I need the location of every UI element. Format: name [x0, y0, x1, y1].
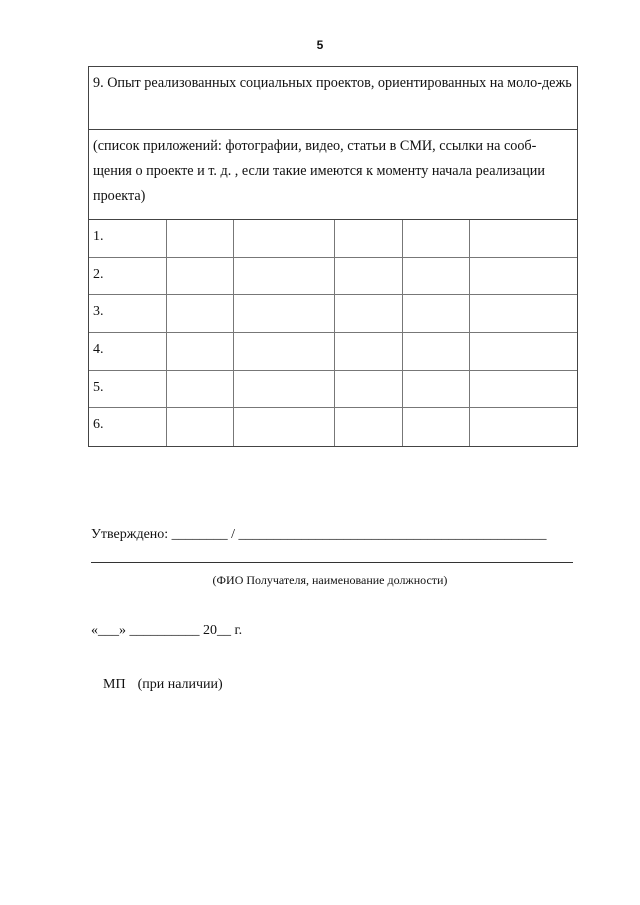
table-cell[interactable]	[470, 258, 577, 295]
stamp-line	[103, 677, 223, 693]
table-cell[interactable]	[403, 408, 470, 446]
table-cell[interactable]	[403, 295, 470, 332]
table-cell[interactable]	[470, 220, 577, 257]
table-cell[interactable]	[470, 371, 577, 408]
table-cell[interactable]	[234, 408, 335, 446]
table-cell[interactable]	[167, 295, 234, 332]
table-cell[interactable]	[234, 220, 335, 257]
table-cell[interactable]	[335, 295, 403, 332]
table-cell[interactable]	[335, 220, 403, 257]
table-cell[interactable]	[167, 371, 234, 408]
table-cell[interactable]	[234, 333, 335, 370]
table-cell[interactable]	[403, 258, 470, 295]
table-cell[interactable]	[234, 371, 335, 408]
table-cell[interactable]	[335, 258, 403, 295]
table-cell[interactable]	[167, 258, 234, 295]
table-cell[interactable]	[335, 333, 403, 370]
section-note: (список приложений: фотографии, видео, статьи в СМИ, ссылки на сооб-щения о проекте и т. д. , если такие имеются к моменту начала реализации проекта)	[89, 130, 577, 220]
approval-line: Утверждено: ________ / ____________________________________________	[91, 527, 547, 542]
projects-table	[88, 66, 578, 447]
row-number: 3.	[89, 295, 167, 332]
table-cell[interactable]	[470, 333, 577, 370]
table-cell[interactable]	[234, 258, 335, 295]
row-number: 5.	[89, 371, 167, 408]
page-number: 5	[316, 38, 324, 52]
table-row	[89, 258, 577, 296]
row-number: 6.	[89, 408, 167, 446]
approval-caption: (ФИО Получателя, наименование должности)	[212, 573, 448, 587]
table-cell[interactable]	[335, 408, 403, 446]
table-cell[interactable]	[403, 371, 470, 408]
table-cell[interactable]	[470, 408, 577, 446]
row-number: 1.	[89, 220, 167, 257]
date-line: «___» __________ 20__ г.	[91, 623, 243, 638]
signature-rule	[91, 562, 573, 563]
table-cell[interactable]	[335, 371, 403, 408]
table-row	[89, 295, 577, 333]
table-row	[89, 408, 577, 446]
table-row	[89, 371, 577, 409]
row-number: 2.	[89, 258, 167, 295]
table-row	[89, 333, 577, 371]
table-cell[interactable]	[167, 408, 234, 446]
row-number: 4.	[89, 333, 167, 370]
table-cell[interactable]	[167, 220, 234, 257]
table-row	[89, 220, 577, 258]
table-cell[interactable]	[234, 295, 335, 332]
section-title: 9. Опыт реализованных социальных проектов, ориентированных на моло-дежь	[89, 67, 577, 130]
table-cell[interactable]	[167, 333, 234, 370]
table-cell[interactable]	[403, 220, 470, 257]
stamp-note: (при наличии)	[137, 677, 223, 692]
table-cell[interactable]	[470, 295, 577, 332]
table-cell[interactable]	[403, 333, 470, 370]
stamp-label: МП	[103, 677, 126, 692]
